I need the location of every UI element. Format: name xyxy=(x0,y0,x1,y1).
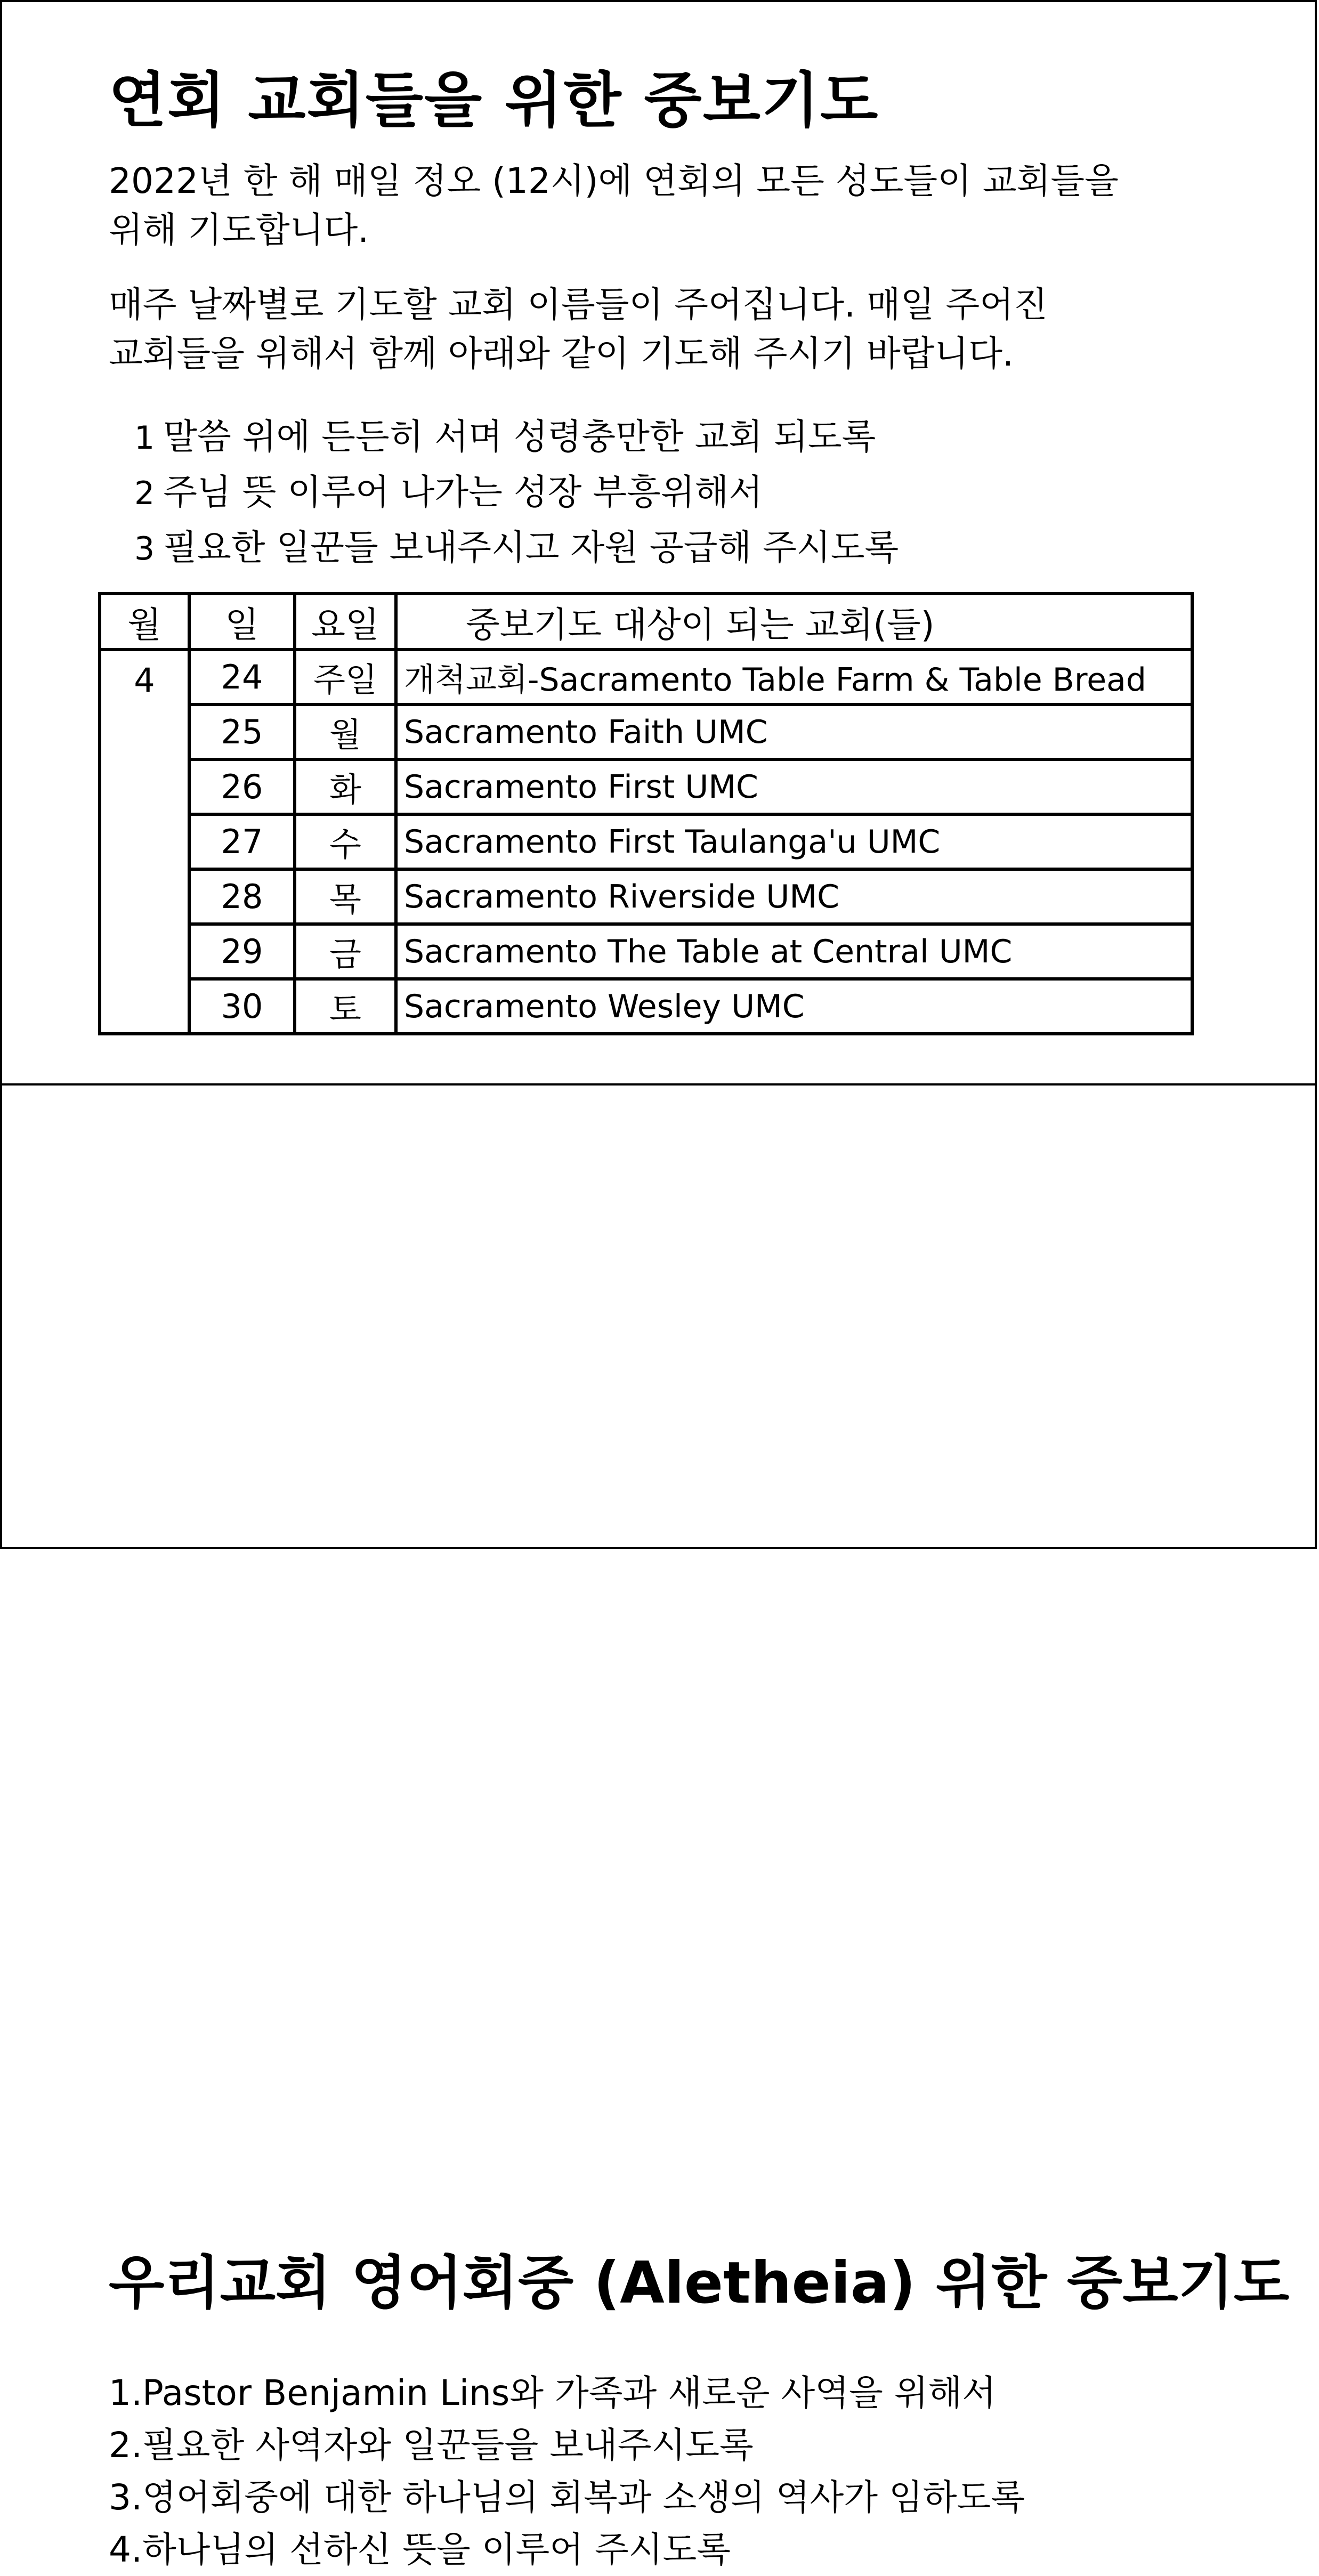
header-target-churches: 중보기도 대상이 되는 교회(들) xyxy=(396,594,1192,650)
prayer-point xyxy=(134,410,899,465)
header-weekday: 요일 xyxy=(295,594,396,650)
weekday-cell: 화 xyxy=(295,759,396,814)
church-cell: Sacramento Wesley UMC xyxy=(396,979,1192,1034)
prayer-schedule-table xyxy=(98,592,1194,1035)
prayer-item: 3.영어회중에 대한 하나님의 회복과 소생의 역사가 임하도록 xyxy=(109,2477,1025,2518)
intro-line: 교회들을 위해서 함께 아래와 같이 기도해 주시기 바랍니다. xyxy=(109,333,1014,374)
prayer-point-number: 3 xyxy=(134,530,155,568)
intro-paragraph-2 xyxy=(109,280,1217,378)
month-cell: 4 xyxy=(100,650,189,1034)
weekday-cell: 수 xyxy=(295,814,396,869)
church-cell: Sacramento Faith UMC xyxy=(396,704,1192,759)
day-cell: 28 xyxy=(189,869,295,924)
prayer-point-text: 주님 뜻 이루어 나가는 성장 부흥위해서 xyxy=(163,472,763,513)
weekday-cell: 금 xyxy=(295,924,396,979)
day-cell: 26 xyxy=(189,759,295,814)
day-cell: 25 xyxy=(189,704,295,759)
church-cell: 개척교회-Sacramento Table Farm & Table Bread xyxy=(396,650,1192,704)
church-cell: Sacramento First Taulanga'u UMC xyxy=(396,814,1192,869)
aletheia-prayer-title: 우리교회 영어회중 (Aletheia) 위한 중보기도 xyxy=(109,2250,1290,2316)
table-row xyxy=(100,650,1192,704)
table-row xyxy=(100,979,1192,1034)
prayer-point-number: 1 xyxy=(134,419,155,457)
weekday-cell: 토 xyxy=(295,979,396,1034)
day-cell: 29 xyxy=(189,924,295,979)
church-cell: Sacramento The Table at Central UMC xyxy=(396,924,1192,979)
table-header-row xyxy=(100,594,1192,650)
weekday-cell: 월 xyxy=(295,704,396,759)
table-row xyxy=(100,814,1192,869)
aletheia-prayer-section xyxy=(0,1083,1317,2570)
intro-line: 매주 날짜별로 기도할 교회 이름들이 주어집니다. 매일 주어진 xyxy=(109,284,1048,325)
table-row xyxy=(100,924,1192,979)
prayer-point-text: 필요한 일꾼들 보내주시고 자원 공급해 주시도록 xyxy=(163,527,899,568)
table-row xyxy=(100,869,1192,924)
prayer-item: 2.필요한 사역자와 일꾼들을 보내주시도록 xyxy=(109,2425,754,2466)
weekday-cell: 주일 xyxy=(295,650,396,704)
prayer-item: 1.Pastor Benjamin Lins와 가족과 새로운 사역을 위해서 xyxy=(109,2372,997,2413)
table-row xyxy=(100,704,1192,759)
intro-paragraph-1 xyxy=(109,157,1217,255)
prayer-point-text: 말씀 위에 든든히 서며 성령충만한 교회 되도록 xyxy=(163,416,876,457)
header-month: 월 xyxy=(100,594,189,650)
day-cell: 24 xyxy=(189,650,295,704)
prayer-point xyxy=(134,521,899,576)
day-cell: 27 xyxy=(189,814,295,869)
weekday-cell: 목 xyxy=(295,869,396,924)
intro-line: 위해 기도합니다. xyxy=(109,209,369,250)
prayer-points-list xyxy=(134,410,899,576)
conference-prayer-section xyxy=(0,0,1317,1086)
header-day: 일 xyxy=(189,594,295,650)
conference-prayer-title: 연회 교회들을 위한 중보기도 xyxy=(109,66,879,135)
aletheia-prayer-list xyxy=(109,2367,1025,2576)
table-row xyxy=(100,759,1192,814)
prayer-point xyxy=(134,465,899,521)
prayer-item: 4.하나님의 선하신 뜻을 이루어 주시도록 xyxy=(109,2529,731,2570)
intro-line: 2022년 한 해 매일 정오 (12시)에 연회의 모든 성도들이 교회들을 xyxy=(109,160,1119,201)
church-cell: Sacramento First UMC xyxy=(396,759,1192,814)
church-cell: Sacramento Riverside UMC xyxy=(396,869,1192,924)
prayer-point-number: 2 xyxy=(134,475,155,512)
day-cell: 30 xyxy=(189,979,295,1034)
